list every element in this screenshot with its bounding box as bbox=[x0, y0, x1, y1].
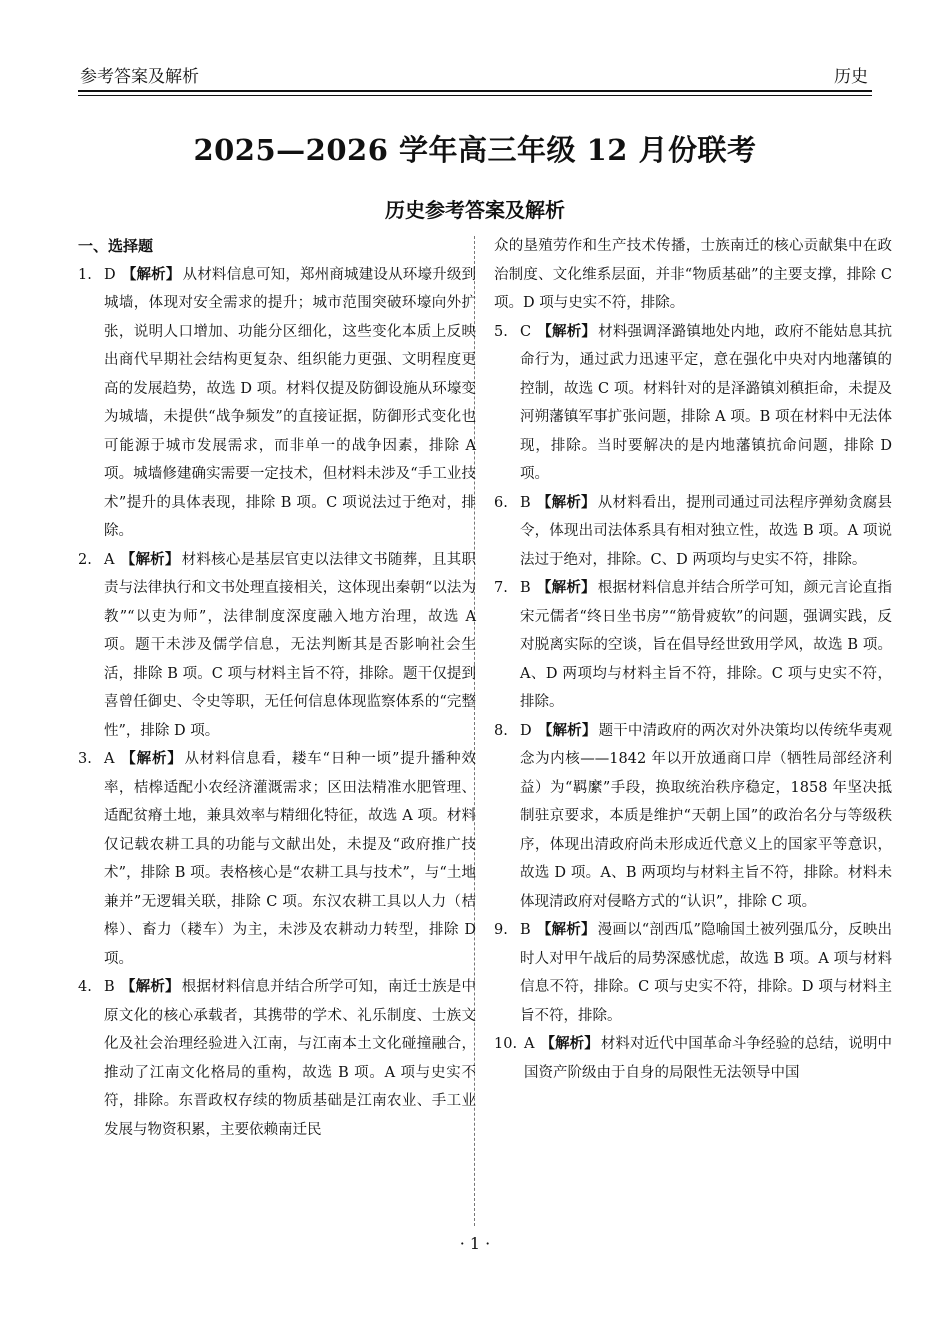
header-left-label: 参考答案及解析 bbox=[80, 67, 199, 87]
answer-letter: B bbox=[520, 922, 531, 938]
page-number: · 1 · bbox=[459, 1234, 491, 1253]
analysis-tag: 【解析】 bbox=[536, 579, 596, 596]
question-number: 4. bbox=[78, 979, 92, 995]
analysis-tag: 【解析】 bbox=[120, 978, 180, 995]
analysis-tag: 【解析】 bbox=[536, 921, 596, 938]
analysis-text: 从材料信息看，耧车“日种一顷”提升播种效率，桔槔适配小农经济灌溉需求；区田法精准水肥管理、适配贫瘠土地，兼具效率与精细化特征，故选 A 项。材料仅记载农耕工具的功能与文献出处，未提及“政府推广技术”，排除 B 项。表格核心是“农耕工具与技术”，与“土地兼并”无逻辑关联，排除 C 项。东汉农耕工具以人力（桔槔）、畜力（耧车）为主，未涉及农耕动力转型，排除 D 项。 bbox=[104, 751, 477, 967]
question-number: 10. bbox=[494, 1036, 518, 1052]
analysis-text: 根据材料信息并结合所学可知，南迁士族是中原文化的核心承载者，其携带的学术、礼乐制度、士族文化及社会治理经验进入江南，与江南本土文化碰撞融合，推动了江南文化格局的重构，故选 B 项。A 项与史实不符，排除。东晋政权存续的物质基础是江南农业、手工业发展与物资积累，主要依赖南迁民 bbox=[104, 979, 477, 1138]
analysis-tag: 【解析】 bbox=[536, 493, 596, 511]
question-number: 2. bbox=[78, 551, 92, 568]
answer-item bbox=[494, 574, 892, 717]
analysis-text: 漫画以“剖西瓜”隐喻国土被列强瓜分，反映出时人对甲午战后的局势深感忧虑，故选 B 项。A 项与材料信息不符，排除。C 项与史实不符，排除。D 项与材料主旨不符，排除。 bbox=[520, 922, 893, 1024]
answer-item bbox=[494, 717, 892, 917]
page-header bbox=[78, 58, 872, 94]
section-heading: 一、选择题 bbox=[78, 237, 154, 255]
analysis-text: 根据材料信息并结合所学可知，颜元言论直指宋元儒者“终日坐书房”“筋骨疲软”的问题，强调实践，反对脱离实际的空谈，旨在倡导经世致用学风，故选 B 项。A、D 两项均与材料主旨不符，排除。C 项与史实不符，排除。 bbox=[520, 580, 893, 710]
analysis-text: 众的垦殖劳作和生产技术传播，士族南迁的核心贡献集中在政治制度、文化维系层面，并非“物质基础”的主要支撑，排除 C 项。D 项与史实不符，排除。 bbox=[494, 238, 892, 311]
document-subtitle: 历史参考答案及解析 bbox=[385, 198, 565, 222]
question-number: 6. bbox=[494, 494, 508, 511]
left-column bbox=[78, 232, 476, 1144]
answer-item bbox=[494, 489, 892, 575]
answer-letter: A bbox=[104, 551, 115, 568]
answer-item-continued bbox=[494, 232, 892, 318]
answer-item bbox=[78, 973, 476, 1144]
question-number: 7. bbox=[494, 580, 508, 596]
answer-letter: A bbox=[524, 1036, 535, 1052]
analysis-text: 题干中清政府的两次对外决策均以传统华夷观念为内核——1842 年以开放通商口岸（牺牲局部经济利益）为“羁縻”手段，换取统治秩序稳定，1858 年坚决抵制驻京要求，本质是维护“天朝上国”的政治名分与等级秩序，体现出清政府尚未形成近代意义上的国家平等意识，故选 D 项。A、B 两项均与材料主旨不符，排除。材料未体现清政府对侵略方式的“认识”，排除 C 项。 bbox=[520, 722, 893, 910]
question-number: 3. bbox=[78, 751, 92, 767]
analysis-tag: 【解析】 bbox=[540, 1035, 599, 1052]
analysis-text: 从材料看出，提刑司通过司法程序弹劾贪腐县令，体现出司法体系具有相对独立性，故选 B 项。A 项说法过于绝对，排除。C、D 两项均与史实不符，排除。 bbox=[520, 494, 893, 568]
answer-letter: B bbox=[104, 979, 115, 995]
analysis-tag: 【解析】 bbox=[537, 721, 597, 739]
analysis-text: 材料核心是基层官吏以法律文书随葬，且其职责与法律执行和文书处理直接相关，这体现出秦朝“以法为教”“以吏为师”，法律制度深度融入地方治理，故选 A 项。题干未涉及儒学信息，无法判断其是否影响社会生活，排除 B 项。C 项与材料主旨不符，排除。题干仅提到喜曾任御史、令史等职，无任何信息体现监察体系的“完整性”，排除 D 项。 bbox=[104, 551, 477, 739]
answer-letter: C bbox=[520, 323, 532, 340]
analysis-tag: 【解析】 bbox=[120, 750, 183, 767]
right-column bbox=[494, 232, 892, 1087]
question-number: 9. bbox=[494, 922, 508, 938]
analysis-tag: 【解析】 bbox=[121, 265, 181, 283]
analysis-text: 材料对近代中国革命斗争经验的总结，说明中国资产阶级由于自身的局限性无法领导中国 bbox=[524, 1036, 893, 1081]
question-number: 5. bbox=[494, 323, 508, 340]
answer-item bbox=[494, 1030, 892, 1087]
question-number: 1. bbox=[78, 266, 92, 283]
header-subject-label: 历史 bbox=[834, 67, 868, 87]
answer-item bbox=[494, 318, 892, 489]
analysis-tag: 【解析】 bbox=[120, 550, 180, 568]
answer-item bbox=[78, 745, 476, 973]
answer-letter: D bbox=[520, 722, 532, 739]
answer-letter: B bbox=[520, 494, 531, 511]
analysis-text: 材料强调泽潞镇地处内地，政府不能姑息其抗命行为，通过武力迅速平定，意在强化中央对内地藩镇的控制，故选 C 项。材料针对的是泽潞镇刘稹拒命，未提及河朔藩镇军事扩张问题，排除 A 项。B 项在材料中无法体现，排除。当时要解决的是内地藩镇抗命问题，排除 D 项。 bbox=[520, 323, 893, 482]
analysis-tag: 【解析】 bbox=[537, 322, 597, 340]
header-rule bbox=[78, 90, 872, 92]
question-number: 8. bbox=[494, 722, 508, 739]
answer-letter: B bbox=[520, 580, 531, 596]
analysis-text: 从材料信息可知，郑州商城建设从环壕升级到城墙，体现对安全需求的提升；城市范围突破环壕向外扩张，说明人口增加、功能分区细化，这些变化本质上反映出商代早期社会结构更复杂、组织能力更强、文明程度更高的发展趋势，故选 D 项。材料仅提及防御设施从环壕变为城墙，未提供“战争频发”的直接证据，防御形式变化也可能源于城市发展需求，而非单一的战争因素，排除 A 项。城墙修建确实需要一定技术，但材料未涉及“手工业技术”提升的具体表现，排除 B 项。C 项说法过于绝对，排除。 bbox=[104, 266, 477, 539]
answer-item bbox=[78, 261, 476, 546]
answer-letter: A bbox=[104, 751, 115, 767]
document-title: 2025—2026 学年高三年级 12 月份联考 bbox=[193, 133, 757, 167]
answer-letter: D bbox=[104, 266, 116, 283]
answer-item bbox=[494, 916, 892, 1030]
header-rule-thin bbox=[78, 95, 872, 96]
answer-item bbox=[78, 546, 476, 746]
